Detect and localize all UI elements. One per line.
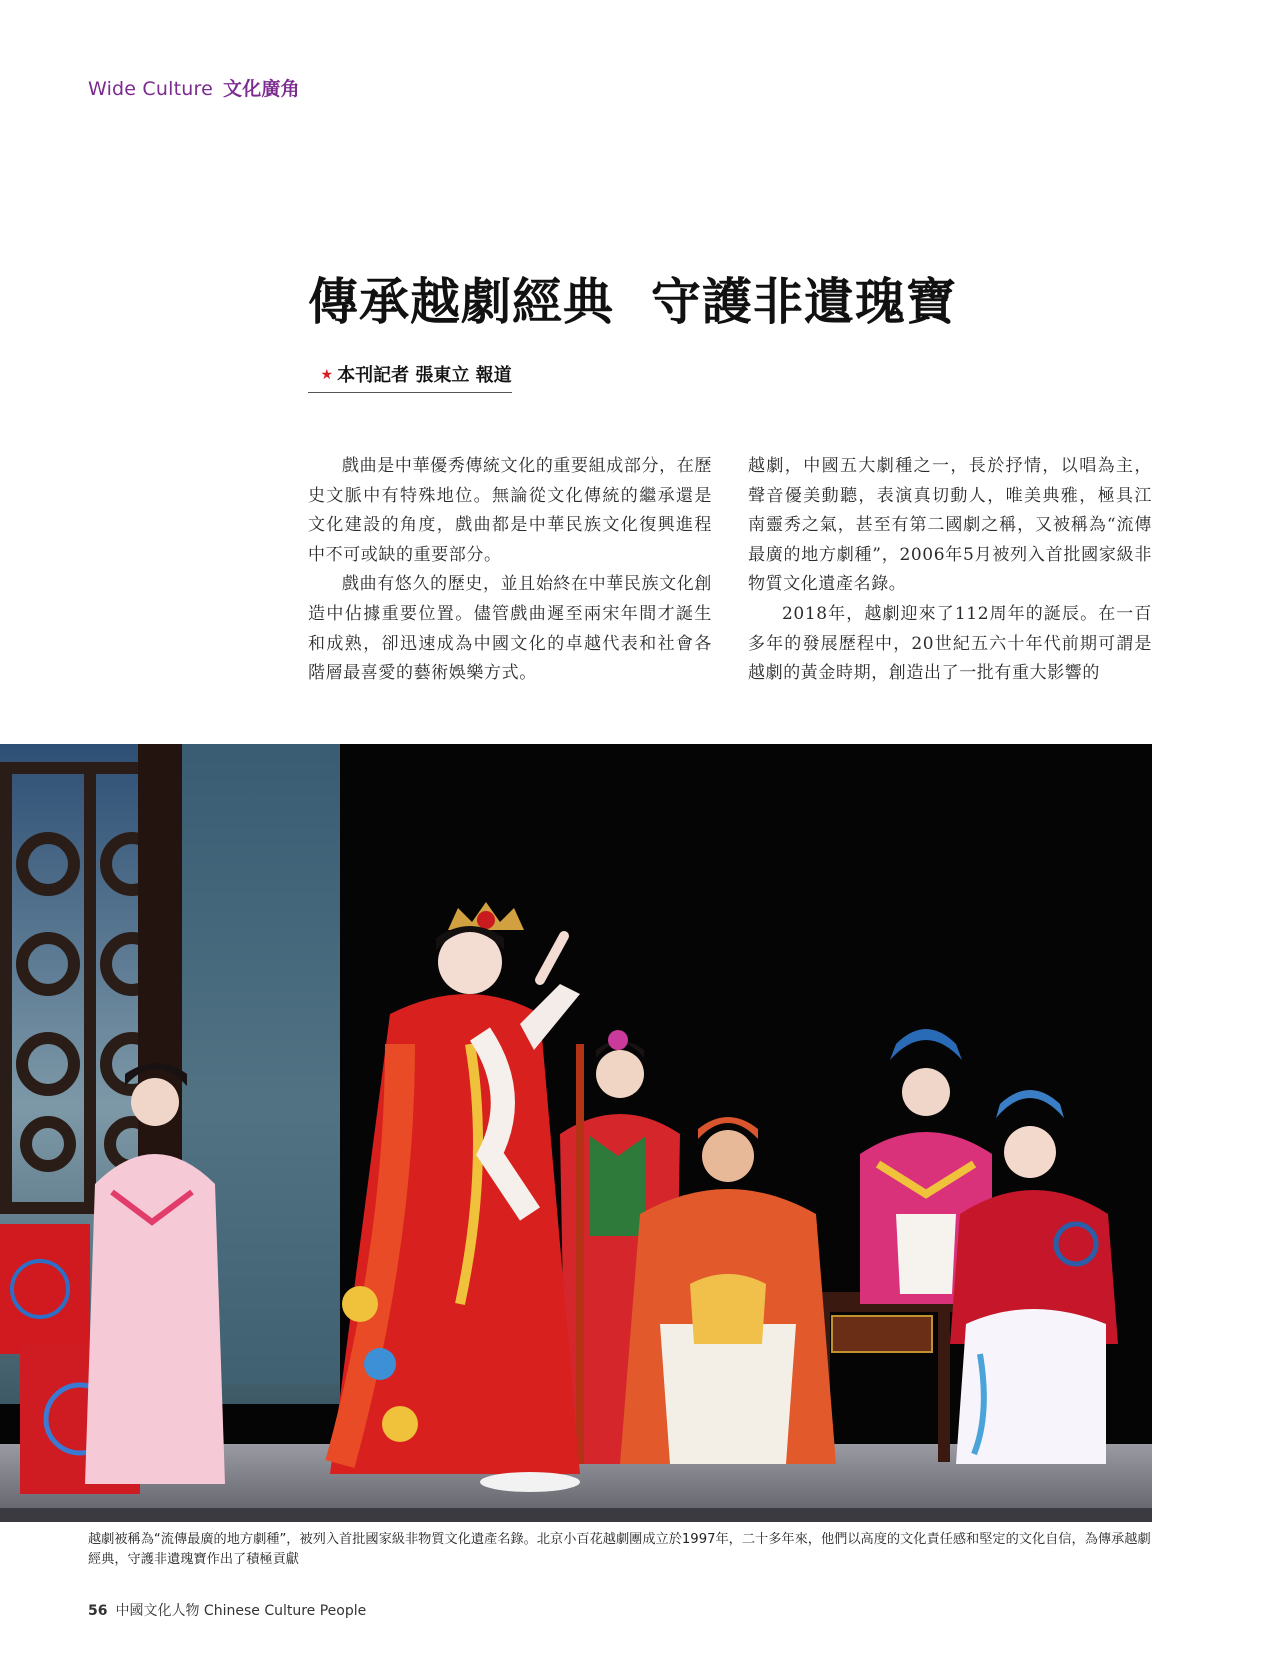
paragraph: 戲曲有悠久的歷史，並且始終在中華民族文化創造中佔據重要位置。儘管戲曲遲至兩宋年間才誕生和成熟，卻迅速成為中國文化的卓越代表和社會各階層最喜愛的藝術娛樂方式。 bbox=[308, 574, 712, 684]
stage-photo-illustration bbox=[0, 744, 1152, 1522]
paragraph: 越劇，中國五大劇種之一，長於抒情，以唱為主，聲音優美動聽，表演真切動人，唯美典雅，極具江南靈秀之氣，甚至有第二國劇之稱，又被稱為“流傳最廣的地方劇種”，2006年5月被列入首批國家級非物質文化遺產名錄。 bbox=[748, 456, 1152, 595]
publication-name: 中國文化人物 Chinese Culture People bbox=[115, 1603, 367, 1619]
photo-caption: 越劇被稱為“流傳最廣的地方劇種”，被列入首批國家級非物質文化遺產名錄。北京小百花越劇團成立於1997年，二十多年來，他們以高度的文化責任感和堅定的文化自信，為傳承越劇經典，守護非遺瑰寶作出了積極貢獻 bbox=[88, 1532, 1151, 1567]
article-column-right bbox=[748, 452, 1152, 689]
stage-photo bbox=[0, 744, 1152, 1522]
section-label-en: Wide Culture bbox=[88, 78, 214, 100]
byline-text: 本刊記者 張東立 報道 bbox=[337, 365, 512, 386]
page-footer bbox=[88, 1600, 366, 1620]
paragraph: 戲曲是中華優秀傳統文化的重要組成部分，在歷史文脈中有特殊地位。無論從文化傳統的繼承還是文化建設的角度，戲曲都是中華民族文化復興進程中不可或缺的重要部分。 bbox=[308, 456, 712, 565]
paragraph: 2018年，越劇迎來了112周年的誕辰。在一百多年的發展歷程中，20世紀五六十年代前期可謂是越劇的黃金時期，創造出了一批有重大影響的 bbox=[748, 603, 1152, 684]
byline bbox=[308, 340, 512, 393]
section-label-zh: 文化廣角 bbox=[223, 78, 300, 100]
section-header bbox=[88, 74, 300, 101]
article-column-left bbox=[308, 452, 712, 689]
page-number: 56 bbox=[88, 1603, 108, 1619]
star-icon: ★ bbox=[320, 367, 334, 383]
article-title: 傳承越劇經典 守護非遺瑰寶 bbox=[308, 272, 957, 331]
